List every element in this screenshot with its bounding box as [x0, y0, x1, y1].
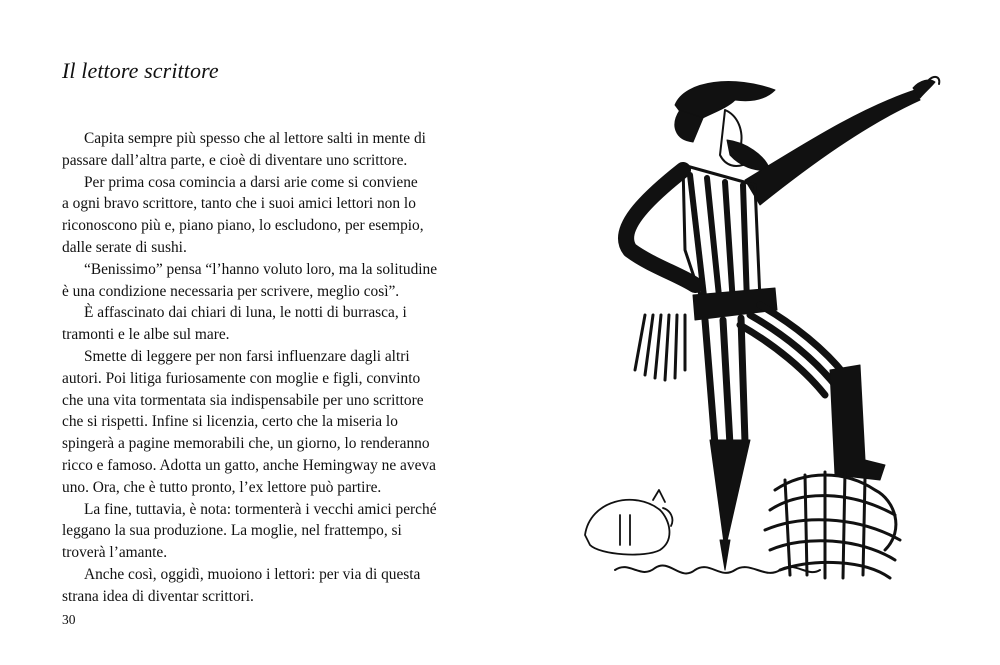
text-line: a ogni bravo scrittore, tanto che i suoi amici lettori non lo — [62, 195, 416, 213]
text-line: Capita sempre più spesso che al lettore salti in mente di — [84, 130, 426, 147]
text-line: spingerà a pagine memorabili che, un giorno, lo renderanno — [62, 435, 430, 453]
text-line: uno. Ora, che è tutto pronto, l’ex lettore può partire. — [62, 478, 382, 496]
text-line: Smette di leggere per non farsi influenzare dagli altri — [84, 347, 410, 365]
text-line: strana idea di diventar scrittori. — [62, 587, 254, 605]
text-line: riconoscono più e, piano piano, lo escludono, per esempio, — [62, 217, 424, 235]
body-text — [62, 128, 462, 608]
text-line: troverà l’amante. — [62, 544, 168, 562]
left-leg — [705, 318, 745, 445]
pen-nib-tip — [720, 540, 730, 570]
page-number: 30 — [62, 612, 76, 627]
cat-sketch — [585, 490, 672, 555]
text-line: passare dall’altra parte, e cioè di diventare uno scrittore. — [62, 151, 408, 169]
text-line: che si rispetti. Infine si licenzia, certo che la miseria lo — [62, 413, 398, 431]
text-line: “Benissimo” pensa “l’hanno voluto loro, ma la solitudine — [84, 260, 438, 278]
paper-fringe-left — [635, 315, 685, 380]
text-line: è una condizione necessaria per scrivere, meglio così”. — [62, 282, 400, 300]
writer-illustration — [575, 70, 950, 600]
paper-pile — [765, 472, 900, 578]
text-line: ricco e famoso. Adotta un gatto, anche Hemingway ne aveva — [62, 456, 436, 474]
chapter-title: Il lettore scrittore — [62, 58, 219, 83]
text-line: leggano la sua produzione. La moglie, nel frattempo, si — [62, 522, 402, 540]
text-line: Anche così, oggidì, muoiono i lettori: per via di questa — [84, 565, 421, 583]
boot-shape — [830, 365, 885, 480]
text-line: che una vita tormentata sia indispensabile per uno scrittore — [62, 391, 424, 409]
raised-arm — [745, 90, 920, 205]
right-leg — [740, 305, 845, 395]
text-line: Per prima cosa comincia a darsi arie come si conviene — [84, 173, 418, 191]
text-line: tramonti e le albe sul mare. — [62, 326, 230, 344]
text-line: È affascinato dai chiari di luna, le notti di burrasca, i — [84, 304, 407, 322]
pen-nib-leg — [710, 440, 750, 550]
text-line: dalle serate di sushi. — [62, 238, 187, 256]
text-line: La fine, tuttavia, è nota: tormenterà i vecchi amici perché — [84, 500, 437, 518]
text-line: autori. Poi litiga furiosamente con moglie e figli, convinto — [62, 369, 421, 387]
